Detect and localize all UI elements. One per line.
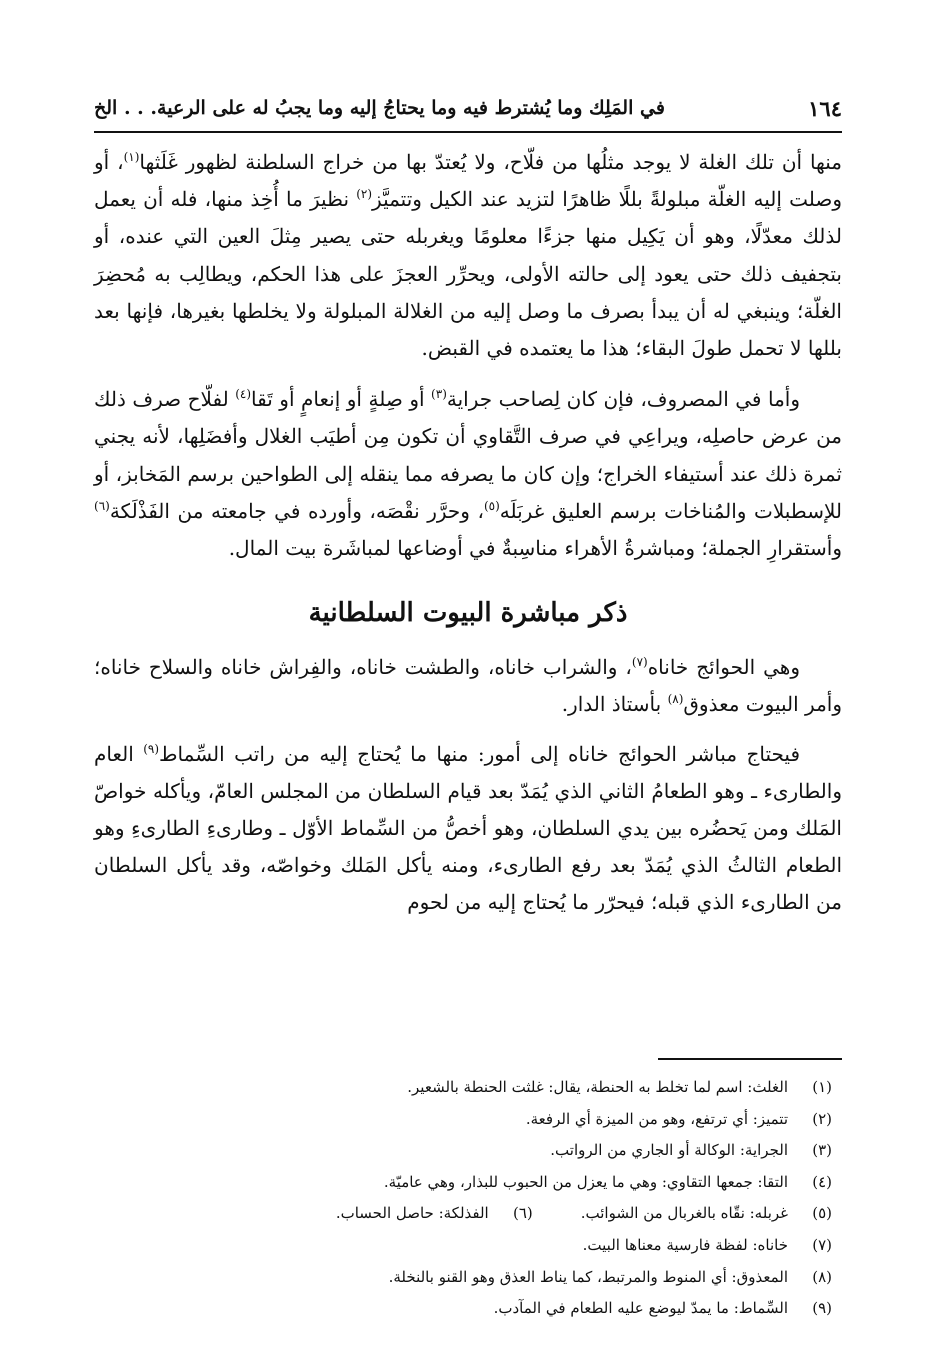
text-segment: العام والطارىء ـ وهو الطعامُ الثاني الذي يُمَدّ بعد قيام السلطان من المجلس العامّ، ويأكله خواصّ المَلك ومن يَحضُره بين يدي السلطان، وهو أخصُّ من السِّماط الأوّل ـ وطارىءِ الطارىءِ وهو الطعام الثالثُ الذي يُمَدّ بعد رفع الطارىء، ومنه يأكل المَلك وخواصّه، وقد يأكل السلطان من الطارىء الذي قبله؛ فيحرّر ما يُحتاج إليه من لحوم [94, 741, 842, 915]
footnote-ref: (٦) [94, 498, 110, 513]
footnote-1 [94, 1072, 832, 1104]
footnotes [94, 1072, 832, 1325]
footnote-text: خاناه: لفظة فارسية معناها البيت. [582, 1235, 788, 1254]
paragraph-3 [94, 649, 842, 723]
paragraph-2 [94, 381, 842, 567]
footnote-text: السِّماط: ما يمدّ ليوضع عليه الطعام في المآدب. [493, 1299, 788, 1318]
footnote-number: (٤) [812, 1172, 832, 1191]
footnote-ref: (٤) [235, 387, 252, 402]
footnote-number: (٦) [512, 1204, 533, 1223]
footnote-7 [94, 1230, 832, 1262]
footnote-ref: (٨) [667, 692, 684, 707]
footnote-ref: (٧) [631, 655, 648, 670]
text-segment: وأما في المصروف، فإن كان لِصاحب جراية [446, 387, 801, 412]
text-segment: وهي الحوائج خاناه [647, 655, 800, 680]
footnote-9 [94, 1293, 832, 1325]
footnote-5-6 [94, 1198, 832, 1230]
running-title: في المَلِك وما يُشترط فيه وما يحتاجُ إليه وما يجبُ له على الرعية. . . الخ [94, 97, 665, 119]
page-header [94, 88, 842, 128]
text-segment: ، والشراب خاناه، والطشت خاناه، والفِراش خاناه والسلاح خاناه؛ وأمر البيوت معذوق [94, 655, 842, 717]
section-heading: ذكر مباشرة البيوت السلطانية [308, 598, 628, 629]
footnote-text: التقا: جمعها التقاوي: وهي ما يعزل من الحبوب للبذار، وهي عاميّة. [383, 1172, 788, 1191]
footnote-divider [658, 1058, 842, 1060]
text-segment: ، أو وصلت إليه الغلّة مبلولةً بللًا ظاهرًا لتزيد عند الكيل وتتميَّز [94, 150, 843, 212]
text-segment: وأستقرارِ الجملة؛ ومباشرةُ الأهراء مناسِبةٌ في أوضاعها لمباشَرة بيت المال. [228, 536, 842, 561]
text-segment: نظيرَ ما أُخِذ منها، فله أن يعمل لذلك معدّلًا، وهو أن يَكِيل منها جزءًا معلومًا ويغربله حتى يصير مِثلَ العين التي عنده، أو بتجفيف ذلك حتى يعود إلى حالته الأولى، ويحرِّر العجزَ على هذا الحكم، ويطالِب به مُحضِرَ الغلّة؛ وينبغي له أن يبدأ بصرف ما وصل إليه من الغلالة المبلولة ولا يخلطها بغيرها، فإنها بعد بللها لا تحمل طولَ البقاء؛ هذا ما يعتمده في القبض. [94, 187, 843, 361]
footnote-ref: (٢) [356, 187, 373, 202]
footnote-text: غربله: نقّاه بالغربال من الشوائب. [580, 1204, 788, 1223]
text-segment: ، وحرَّر نقْصَه، وأورده في جامعته من الفَذْلَكة [109, 498, 484, 523]
footnote-ref: (٥) [483, 498, 500, 513]
footnote-text: تتميز: أي ترتفع، وهو من الميزة أي الرفعة. [525, 1109, 788, 1128]
footnote-8 [94, 1262, 832, 1294]
footnote-number: (٢) [812, 1109, 832, 1128]
footnote-ref: (٣) [431, 387, 447, 402]
footnote-4 [94, 1167, 832, 1199]
text-segment: لفلّاح صرف ذلك من عرض حاصلِه، ويراعِي في صرف التَّقاوي أن تكون مِن أطيَب الغلال وأفضَلِها، لأنه يجني ثمرة ذلك عند أستيفاء الخراج؛ وإن كان ما يصرفه مما ينقله إلى الطواحين برسم المَخابز، أو للإسطبلات والمُناخات برسم العليق غربَلَه [94, 387, 842, 523]
footnote-number: (٩) [812, 1299, 832, 1318]
footnote-ref: (١) [123, 150, 140, 164]
footnote-number: (٣) [812, 1141, 832, 1160]
footnote-ref: (٩) [143, 741, 160, 756]
footnote-text: المعذوق: أي المنوط والمرتبط، كما يناط العذق وهو القنو بالنخلة. [388, 1267, 788, 1286]
main-text [94, 144, 842, 922]
header-divider [94, 131, 842, 133]
footnote-text: الجراية: الوكالة أو الجاري من الرواتب. [550, 1141, 788, 1160]
footnote-3 [94, 1135, 832, 1167]
paragraph-1 [94, 144, 842, 367]
footnote-2 [94, 1104, 832, 1136]
page-number: ١٦٤ [808, 95, 842, 121]
footnote-number: (٨) [812, 1267, 832, 1286]
footnote-number: (٥) [812, 1204, 832, 1223]
footnote-text: الفذلكة: حاصل الحساب. [335, 1204, 489, 1223]
text-segment: منها أن تلك الغلة لا يوجد مثلُها من فلّاح، ولا يُعتدّ بها من خراج السلطنة لظهور غَلَثها [139, 150, 843, 174]
paragraph-4 [94, 736, 842, 922]
text-segment: فيحتاج مباشر الحوائج خاناه إلى أمور: منها ما يُحتاج إليه من راتب السِّماط [159, 741, 800, 766]
text-segment: أو صِلةٍ أو إنعامٍ أو تَقا [251, 387, 432, 412]
footnote-number: (١) [812, 1078, 832, 1096]
footnote-text: الغلث: اسم لما تخلط به الحنطة، يقال: غلثت الحنطة بالشعير. [407, 1078, 788, 1096]
text-segment: بأستاذ الدار. [561, 692, 668, 717]
footnote-number: (٧) [812, 1235, 832, 1254]
